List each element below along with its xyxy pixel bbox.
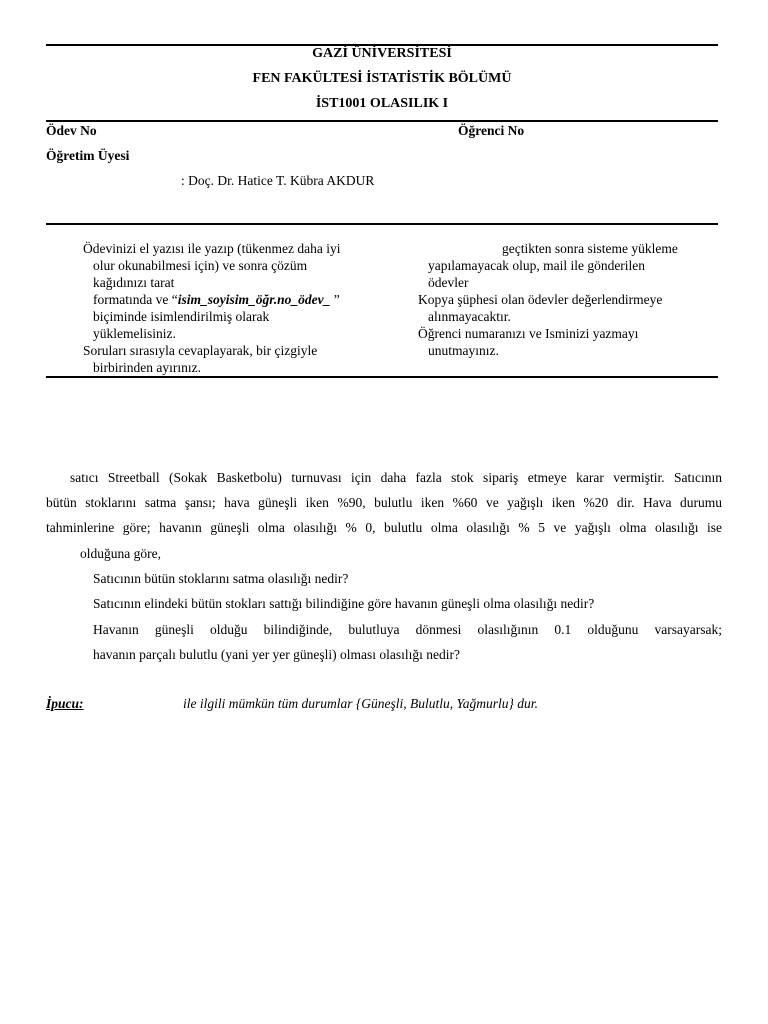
instr-format-suffix: ”: [330, 292, 340, 307]
filename-pattern: isim_soyisim_öğr.no_ödev_: [177, 292, 331, 307]
instr-right-line: Öğrenci numaranızı ve Isminizi yazmayı: [418, 326, 639, 341]
ogrenci-no-label: Öğrenci No: [458, 123, 525, 138]
odev-no-label: Ödev No: [46, 123, 97, 138]
instr-left-line: olur okunabilmesi için) ve sonra çözüm: [93, 258, 308, 273]
instr-right-line: unutmayınız.: [428, 343, 499, 358]
instr-left-line: Ödevinizi el yazısı ile yazıp (tükenmez daha iyi: [83, 241, 341, 256]
problem-line: bütün stoklarını satma şansı; hava güneşli iken %90, bulutlu iken %60 ve yağışlı iken %20 dir. Hava durumu: [46, 495, 722, 510]
header-rule: [46, 120, 718, 122]
instructor-name: : Doç. Dr. Hatice T. Kübra AKDUR: [181, 173, 375, 188]
course-title: İST1001 OLASILIK I: [315, 96, 449, 111]
hint-label: İpucu:: [46, 696, 84, 711]
info-rule: [46, 223, 718, 225]
instr-right-line: alınmayacaktır.: [428, 309, 511, 324]
instr-right-line: yapılamayacak olup, mail ile gönderilen: [428, 258, 646, 273]
question-1: Satıcının bütün stoklarını satma olasılığı nedir?: [93, 571, 349, 586]
instr-right-line: ödevler: [428, 275, 469, 290]
instr-left-line: biçiminde isimlendirilmiş olarak: [93, 309, 270, 324]
instr-left-line: yüklemelisiniz.: [93, 326, 176, 341]
instructions-rule: [46, 376, 718, 378]
question-2: Satıcının elindeki bütün stokları sattığı bilindiğine göre havanın güneşli olma olasılığı nedir?: [93, 596, 595, 611]
ogretim-uyesi-label: Öğretim Üyesi: [46, 148, 130, 163]
hint-text: ile ilgili mümkün tüm durumlar {Güneşli, Bulutlu, Yağmurlu} dur.: [183, 696, 538, 711]
instr-left-line: Soruları sırasıyla cevaplayarak, bir çizgiyle: [83, 343, 318, 358]
instr-right-line: geçtikten sonra sisteme yükleme: [502, 241, 678, 256]
instr-format-prefix: formatında ve “: [93, 292, 178, 307]
problem-line: olduğuna göre,: [80, 546, 161, 561]
problem-line: tahminlerine göre; havanın güneşli olma olasılığı % 0, bulutlu olma olasılığı % 5 ve yağışlı olma olasılığı ise: [46, 520, 722, 535]
instr-left-line: birbirinden ayırınız.: [93, 360, 201, 375]
faculty-title: FEN FAKÜLTESİ İSTATİSTİK BÖLÜMÜ: [252, 71, 512, 86]
problem-line: satıcı Streetball (Sokak Basketbolu) turnuvası için daha fazla stok sipariş etmeye karar vermiştir. Satıcının: [70, 470, 722, 485]
instr-left-line: kağıdınızı tarat: [93, 275, 175, 290]
instr-right-line: Kopya şüphesi olan ödevler değerlendirmeye: [418, 292, 663, 307]
question-3-line-1: Havanın güneşli olduğu bilindiğinde, bulutluya dönmesi olasılığının 0.1 olduğunu varsayarsak;: [93, 622, 722, 637]
university-title: GAZİ ÜNİVERSİTESİ: [312, 46, 452, 61]
instr-left-line: [93, 292, 340, 308]
question-3-line-2: havanın parçalı bulutlu (yani yer yer güneşli) olması olasılığı nedir?: [93, 647, 461, 662]
